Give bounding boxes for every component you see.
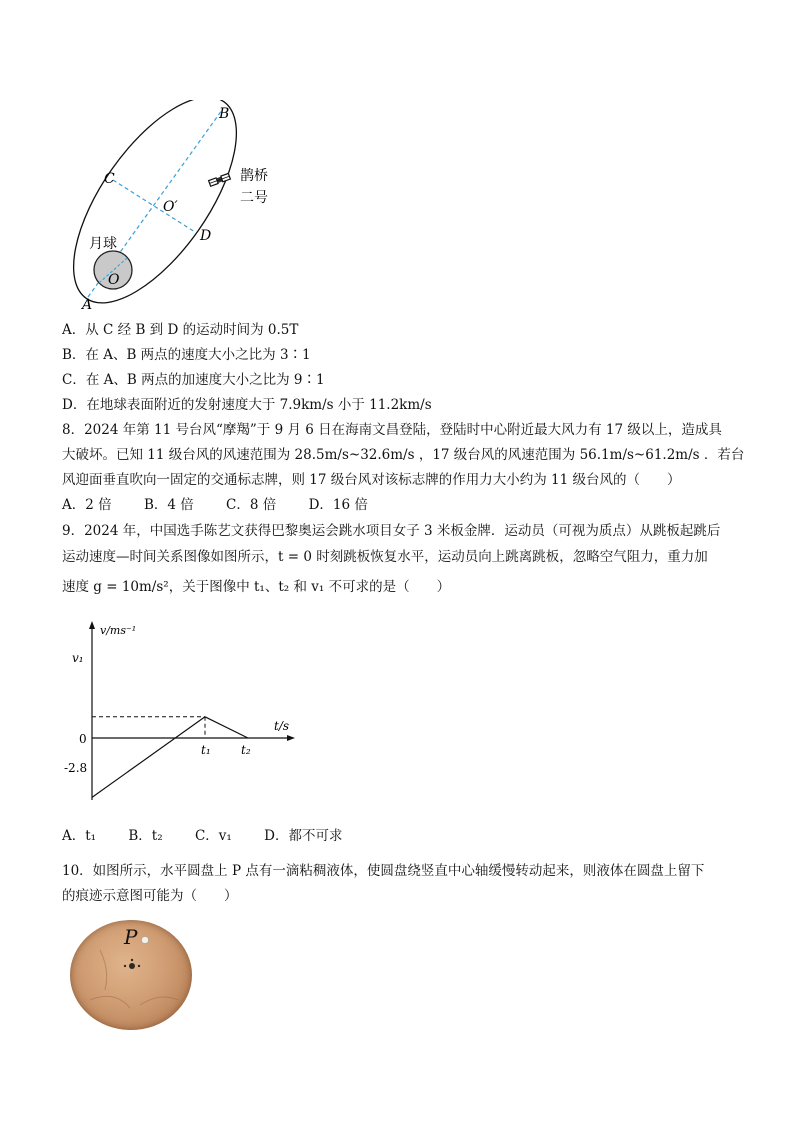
q10-stem-line1: 10．如图所示，水平圆盘上 P 点有一滴粘稠液体，使圆盘绕竖直中心轴缓慢转动起来，则液体在圆盘上留下 [62,863,705,879]
q8-option-d: D．16 倍 [308,497,368,513]
point-P-label: P [124,925,138,949]
axle-dot [131,959,133,961]
q10-stem-line2: 的痕迹示意图可能为（ ） [62,888,238,904]
y-tick-zero: 0 [79,732,87,746]
label-O-prime: O′ [163,199,178,215]
q8-stem-line1: 8．2024 年第 11 号台风“摩羯”于 9 月 6 日在海南文昌登陆，登陆时中心附近最大风力有 17 级以上，造成具 [62,422,722,438]
q8-option-b: B．4 倍 [143,497,194,513]
q7-option-c: C．在 A、B 两点的加速度大小之比为 9∶1 [62,372,325,388]
label-moon: 月球 [89,236,117,252]
q9-option-a: A．t₁ [62,828,97,844]
liquid-drop [142,937,149,944]
velocity-line-rising [92,717,205,798]
rotating-disc-photo [70,920,192,1030]
q9-options [62,826,370,846]
axle-dot [138,965,140,967]
q8-option-c: C．8 倍 [226,497,277,513]
q9-option-c: C．v₁ [194,828,232,844]
label-satellite-2: 二号 [240,190,268,206]
y-tick-neg: -2.8 [64,761,88,775]
y-axis-arrow [89,621,95,629]
velocity-line-falling [205,717,248,738]
q9-option-d: D．都不可求 [264,828,343,844]
label-B: B [219,106,230,122]
orbit-figure [70,100,300,315]
q7-option-b: B．在 A、B 两点的速度大小之比为 3∶1 [62,347,311,363]
q9-stem-line1: 9．2024 年，中国选手陈艺文获得巴黎奥运会跳水项目女子 3 米板金牌．运动员（可视为质点）从跳板起跳后 [62,523,721,539]
label-D: D [200,228,212,244]
x-tick-t2: t₂ [241,743,251,757]
q9-option-b: B．t₂ [128,828,163,844]
q8-options [62,495,396,515]
label-A: A [82,297,93,313]
label-O: O [108,272,120,288]
minor-axis-CD [113,180,195,232]
y-axis-label: v/ms⁻¹ [100,624,137,637]
axle-dot [124,965,126,967]
q8-option-a: A．2 倍 [62,497,112,513]
velocity-time-chart [60,615,310,810]
x-tick-t1: t₁ [201,743,211,757]
label-satellite-1: 鹊桥 [240,168,268,184]
satellite-icon [209,173,231,186]
q7-option-a: A．从 C 经 B 到 D 的运动时间为 0.5T [62,322,299,338]
q8-stem-line3: 风迎面垂直吹向一固定的交通标志牌，则 17 级台风对该标志牌的作用力大小约为 11 级台风的（ ） [62,472,681,488]
x-axis-arrow [287,735,295,741]
q9-stem-line2: 运动速度—时间关系图像如图所示，t = 0 时刻跳板恢复水平，运动员向上跳离跳板，忽略空气阻力，重力加 [62,549,708,565]
q9-stem-line3: 速度 g = 10m/s²，关于图像中 t₁、t₂ 和 v₁ 不可求的是（ ） [62,579,451,595]
y-tick-v1: v₁ [72,651,84,665]
center-axle [129,963,135,969]
x-axis-label: t/s [274,719,290,733]
label-C: C [104,171,115,187]
q7-option-d: D．在地球表面附近的发射速度大于 7.9km/s 小于 11.2km/s [62,397,432,413]
q8-stem-line2: 大破坏。已知 11 级台风的风速范围为 28.5m/s~32.6m/s ，17 级台风的风速范围为 56.1m/s~61.2m/s ．若台 [62,447,745,463]
disc-scratch-marks [90,950,178,1008]
